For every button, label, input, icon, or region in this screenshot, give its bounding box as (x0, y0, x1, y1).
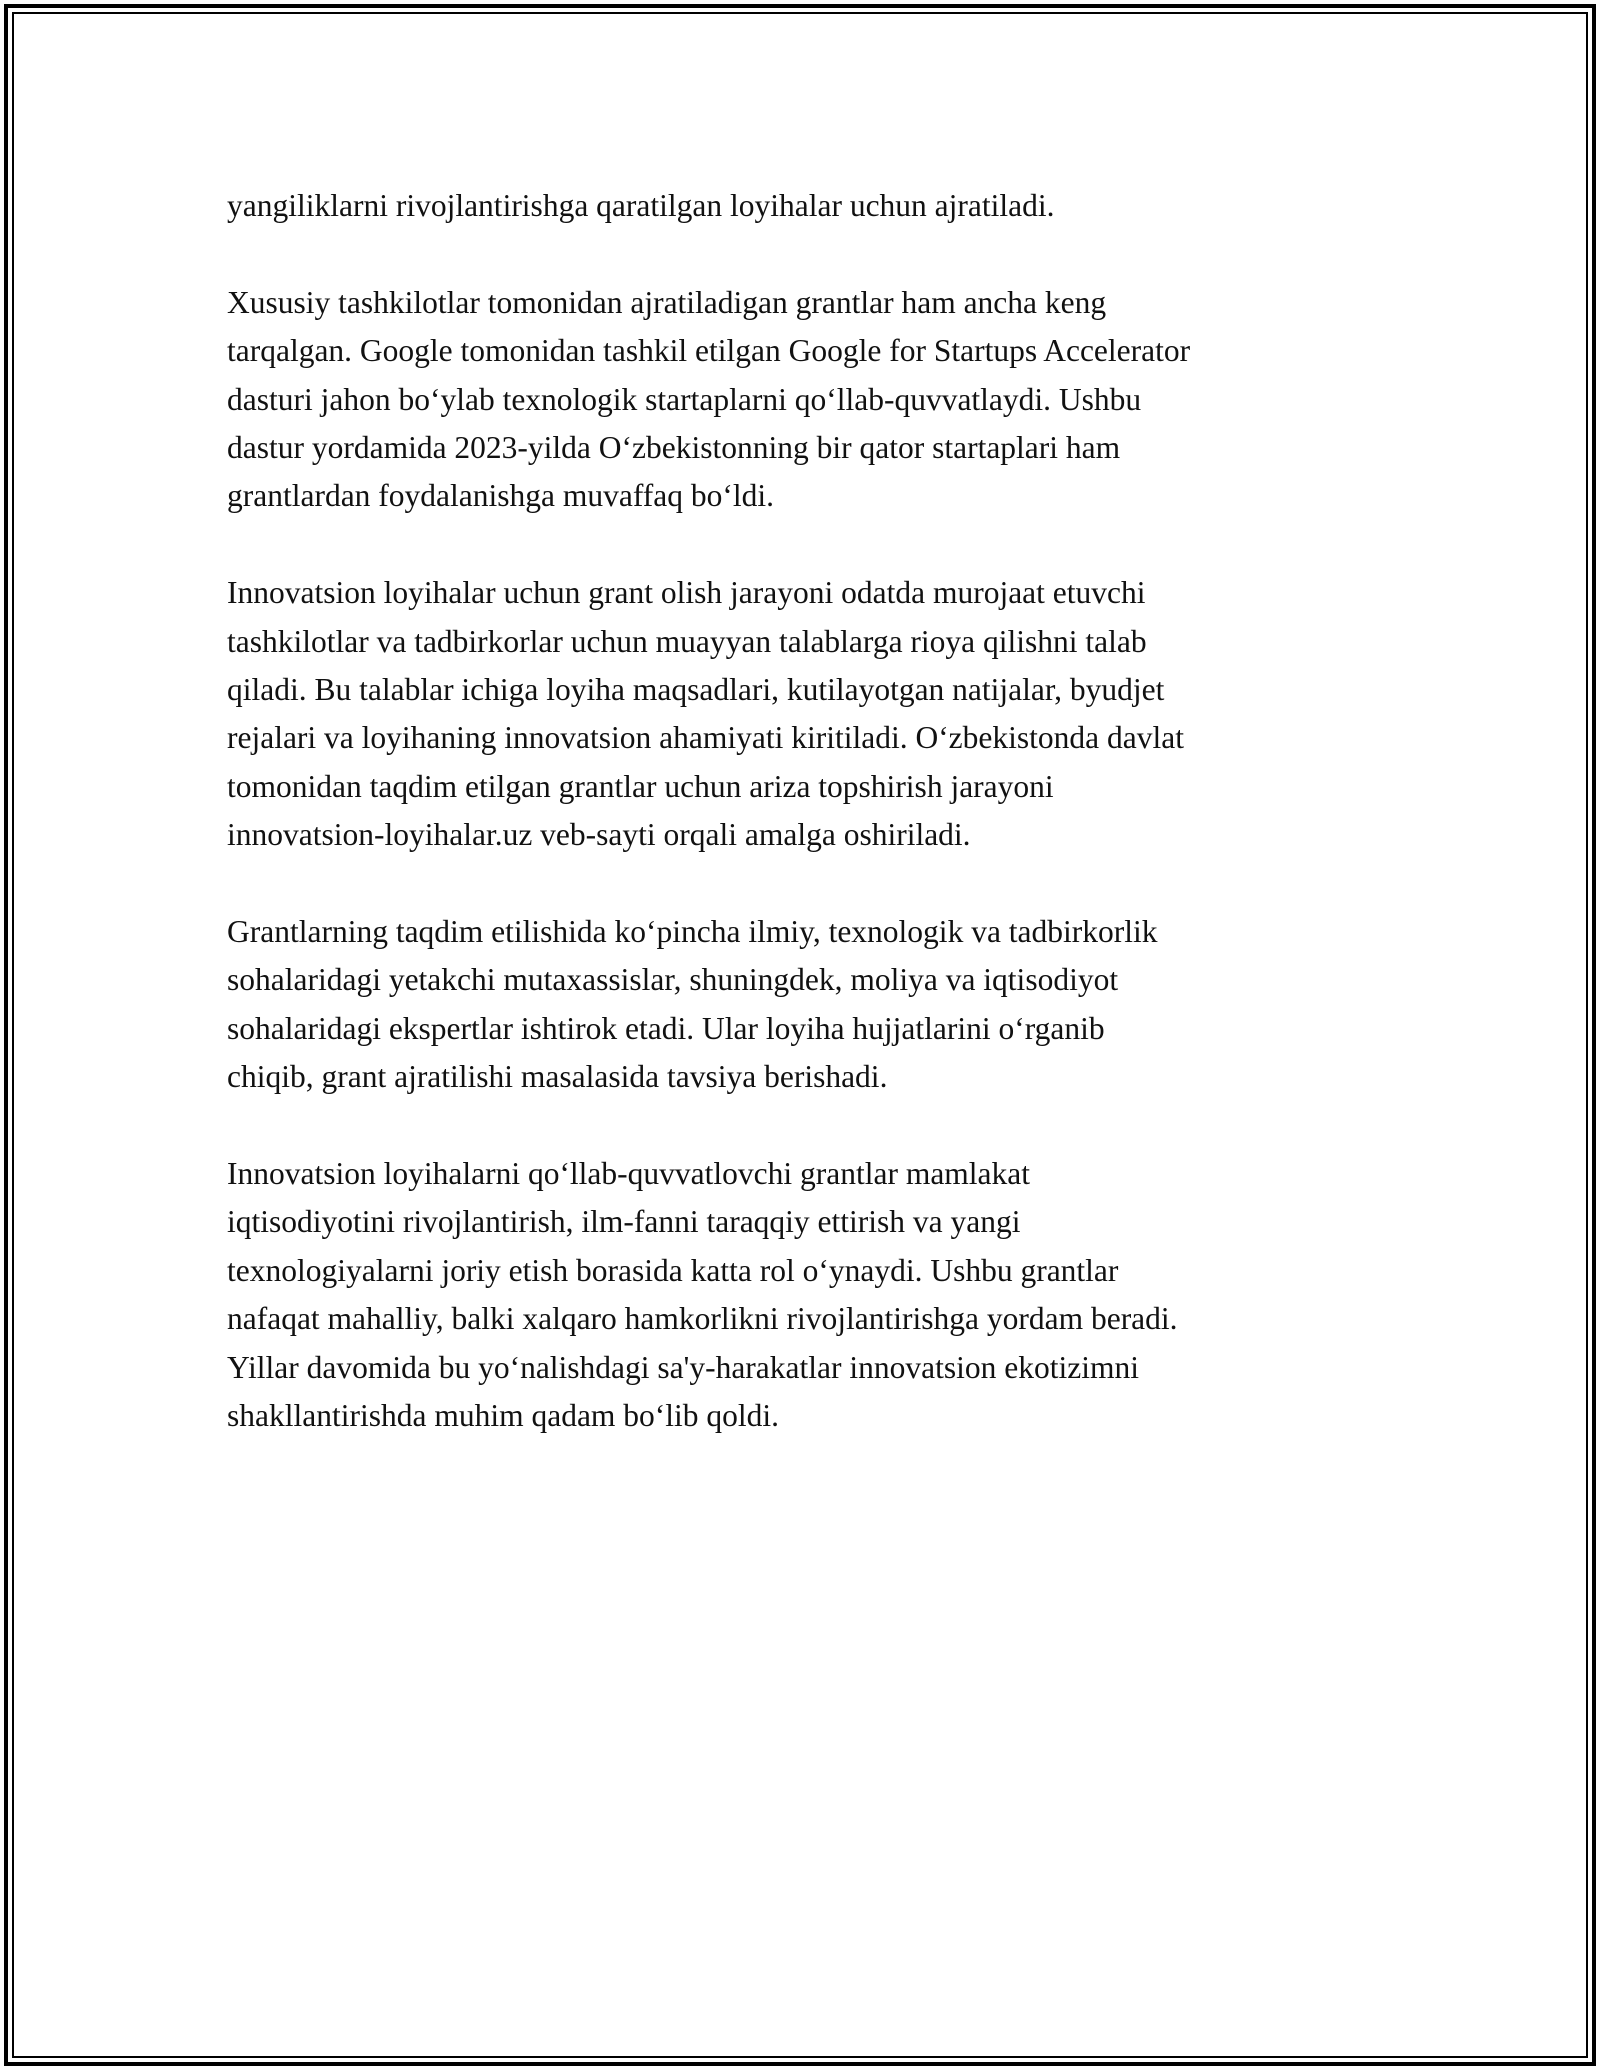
text-line: sohalaridagi yetakchi mutaxassislar, shuningdek, moliya va iqtisodiyot (227, 962, 1119, 998)
text-line: dastur yordamida 2023-yilda O‘zbekistonning bir qator startaplari ham (227, 430, 1121, 466)
text-line: Innovatsion loyihalarni qo‘llab-quvvatlovchi grantlar mamlakat (227, 1156, 1031, 1192)
paragraph-4 (227, 908, 1387, 1102)
text-line: tarqalgan. Google tomonidan tashkil etilgan Google for Startups Accelerator (227, 333, 1191, 369)
text-line: grantlardan foydalanishga muvaffaq bo‘ldi. (227, 478, 774, 514)
text-line: iqtisodiyotini rivojlantirish, ilm-fanni taraqqiy ettirish va yangi (227, 1204, 1021, 1240)
paragraph-1 (227, 182, 1387, 230)
text-line: texnologiyalarni joriy etish borasida katta rol o‘ynaydi. Ushbu grantlar (227, 1252, 1119, 1288)
text-line: sohalaridagi ekspertlar ishtirok etadi. Ular loyiha hujjatlarini o‘rganib (227, 1010, 1105, 1046)
text-line: shakllantirishda muhim qadam bo‘lib qoldi. (227, 1398, 780, 1434)
document-body (227, 182, 1387, 1441)
text-line: dasturi jahon bo‘ylab texnologik startaplarni qo‘llab-quvvatlaydi. Ushbu (227, 381, 1142, 417)
text-line: Grantlarning taqdim etilishida ko‘pincha ilmiy, texnologik va tadbirkorlik (227, 914, 1158, 950)
text-line: innovatsion-loyihalar.uz veb-sayti orqali amalga oshiriladi. (227, 817, 971, 853)
paragraph-3 (227, 569, 1387, 859)
text-line: Innovatsion loyihalar uchun grant olish jarayoni odatda murojaat etuvchi (227, 575, 1146, 611)
text-line: nafaqat mahalliy, balki xalqaro hamkorlikni rivojlantirishga yordam beradi. (227, 1301, 1178, 1337)
text-line: tashkilotlar va tadbirkorlar uchun muayyan talablarga rioya qilishni talab (227, 623, 1147, 659)
paragraph-2 (227, 279, 1387, 521)
paragraph-5 (227, 1150, 1387, 1440)
text-line: Xususiy tashkilotlar tomonidan ajratiladigan grantlar ham ancha keng (227, 284, 1107, 320)
text-line: Yillar davomida bu yo‘nalishdagi sa'y-harakatlar innovatsion ekotizimni (227, 1349, 1139, 1385)
text-line: chiqib, grant ajratilishi masalasida tavsiya berishadi. (227, 1059, 888, 1095)
text-line: rejalari va loyihaning innovatsion ahamiyati kiritiladi. O‘zbekistonda davlat (227, 720, 1184, 756)
text-line: yangiliklarni rivojlantirishga qaratilgan loyihalar uchun ajratiladi. (227, 188, 1055, 223)
text-line: tomonidan taqdim etilgan grantlar uchun ariza topshirish jarayoni (227, 768, 1054, 804)
text-line: qiladi. Bu talablar ichiga loyiha maqsadlari, kutilayotgan natijalar, byudjet (227, 672, 1165, 708)
